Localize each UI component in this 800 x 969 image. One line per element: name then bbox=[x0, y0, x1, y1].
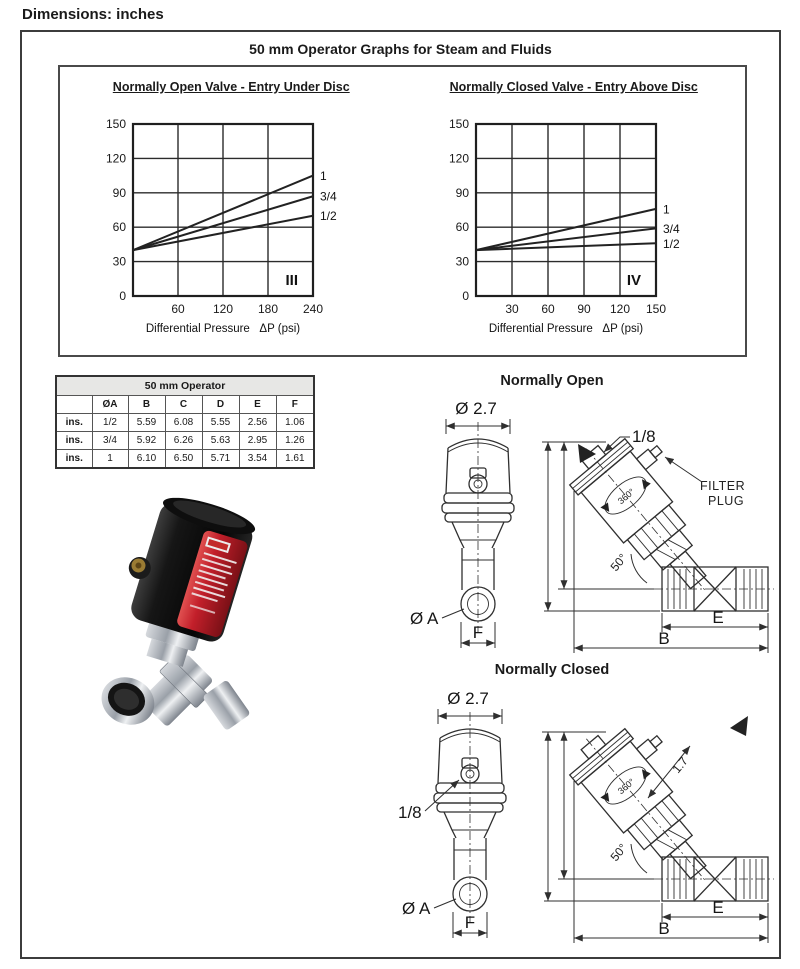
table-cell: 1.26 bbox=[276, 432, 314, 450]
table-cell: 6.50 bbox=[165, 450, 202, 469]
dim-label-diameter-2-7: Ø 2.7 bbox=[455, 399, 497, 418]
dim-label-b: B bbox=[658, 919, 670, 938]
x-tick-label: 120 bbox=[609, 302, 630, 316]
y-tick-label: 150 bbox=[448, 117, 469, 131]
series-label: 1 bbox=[662, 202, 670, 217]
dim-label-port-diameter: Ø A bbox=[402, 899, 431, 918]
photo-actuator bbox=[105, 492, 258, 675]
dim-label-f: F bbox=[472, 623, 484, 642]
table-header-row bbox=[56, 396, 314, 414]
table-cell: 3/4 bbox=[92, 432, 128, 450]
dim-label-e: E bbox=[712, 608, 724, 627]
dim-label-diameter-2-7: Ø 2.7 bbox=[447, 689, 489, 708]
y-tick-label: 0 bbox=[462, 289, 469, 303]
y-tick-label: 120 bbox=[448, 151, 469, 166]
table-cell: 2.95 bbox=[239, 432, 276, 450]
section-title-normally-open: Normally Open bbox=[500, 373, 604, 389]
dimensions-units-label: Dimensions: inches bbox=[22, 6, 164, 23]
drawing-normally-closed-side-view bbox=[532, 686, 776, 956]
page-title: 50 mm Operator Graphs for Steam and Fluids bbox=[249, 41, 552, 57]
graphs-panel bbox=[58, 65, 747, 357]
y-tick-label: 120 bbox=[106, 151, 127, 166]
pilot-port-label: 1/8 bbox=[398, 803, 422, 822]
y-tick-label: 0 bbox=[119, 289, 127, 303]
product-photo bbox=[74, 492, 314, 747]
dim-label-port-diameter: Ø A bbox=[410, 609, 439, 628]
rotation-label: 360° bbox=[615, 776, 637, 797]
dim-label-1-7: 1.7 bbox=[669, 754, 691, 776]
chart-badge: III bbox=[285, 272, 299, 289]
operator-table bbox=[55, 375, 315, 469]
series-label: 3/4 bbox=[320, 189, 337, 204]
pilot-port-label: 1/8 bbox=[632, 427, 656, 446]
series-label: 3/4 bbox=[662, 221, 680, 236]
rotation-label: 360° bbox=[615, 486, 637, 507]
valve-body bbox=[654, 567, 774, 611]
x-tick-label: 60 bbox=[541, 302, 555, 316]
table-cell: ins. bbox=[56, 432, 92, 450]
table-cell: 6.08 bbox=[165, 414, 202, 432]
chart-normally-closed bbox=[424, 112, 724, 340]
table-cell: 5.63 bbox=[202, 432, 239, 450]
x-tick-label: 180 bbox=[258, 302, 279, 316]
x-tick-label: 150 bbox=[645, 302, 666, 316]
table-title: 50 mm Operator bbox=[56, 376, 314, 396]
flow-entry-arrow bbox=[578, 444, 596, 463]
table-cell: 1 bbox=[92, 450, 128, 469]
y-tick-label: 90 bbox=[112, 185, 127, 200]
x-tick-label: 60 bbox=[171, 302, 185, 316]
filter-plug-label-line1: FILTER bbox=[700, 479, 746, 493]
filter-plug-label-line2: PLUG bbox=[708, 494, 745, 508]
table-cell: 5.55 bbox=[202, 414, 239, 432]
dim-label-b: B bbox=[658, 629, 670, 648]
section-title-normally-closed: Normally Closed bbox=[494, 662, 610, 678]
chart-block-normally-closed bbox=[403, 67, 746, 355]
x-tick-label: 240 bbox=[303, 302, 324, 316]
table-row bbox=[56, 450, 314, 469]
table-cell: 5.92 bbox=[128, 432, 165, 450]
table-cell: 6.10 bbox=[128, 450, 165, 469]
table-cell: 2.56 bbox=[239, 414, 276, 432]
table-cell: 5.59 bbox=[128, 414, 165, 432]
table-cell: ins. bbox=[56, 414, 92, 432]
column-header bbox=[56, 396, 92, 414]
x-tick-label: 90 bbox=[577, 302, 591, 316]
y-tick-label: 30 bbox=[455, 254, 469, 269]
drawing-normally-open-side-view bbox=[532, 396, 776, 666]
dim-label-e: E bbox=[712, 898, 724, 917]
angle-label: 50° bbox=[607, 551, 630, 574]
chart-title-normally-closed: Normally Closed Valve - Entry Above Disc bbox=[449, 80, 698, 94]
chart-block-normally-open bbox=[60, 67, 403, 355]
angle-label: 50° bbox=[607, 841, 630, 864]
dim-label-f: F bbox=[464, 913, 476, 932]
table-cell: 1.06 bbox=[276, 414, 314, 432]
operator-table-body bbox=[56, 376, 314, 468]
flow-entry-arrow bbox=[730, 716, 748, 736]
column-header: C bbox=[165, 396, 202, 414]
x-tick-label: 120 bbox=[213, 302, 234, 316]
chart-normally-open bbox=[81, 112, 381, 340]
column-header: B bbox=[128, 396, 165, 414]
x-axis-label: Differential Pressure ΔP (psi) bbox=[146, 323, 301, 335]
drawing-normally-open-front-view bbox=[406, 398, 536, 663]
table-row bbox=[56, 432, 314, 450]
table-row bbox=[56, 414, 314, 432]
table-cell: 6.26 bbox=[165, 432, 202, 450]
chart-title-normally-open: Normally Open Valve - Entry Under Disc bbox=[112, 80, 350, 94]
y-tick-label: 30 bbox=[112, 254, 127, 269]
chart-badge: IV bbox=[626, 272, 641, 289]
column-header: ØA bbox=[92, 396, 128, 414]
valve-body bbox=[654, 857, 774, 901]
table-cell: 1/2 bbox=[92, 414, 128, 432]
table-cell: 3.54 bbox=[239, 450, 276, 469]
drawing-normally-closed-front-view bbox=[398, 688, 528, 953]
table-cell: 5.71 bbox=[202, 450, 239, 469]
x-tick-label: 30 bbox=[505, 302, 519, 316]
content-frame bbox=[20, 30, 781, 959]
y-tick-label: 60 bbox=[455, 220, 469, 235]
series-label: 1 bbox=[320, 169, 327, 184]
table-cell: 1.61 bbox=[276, 450, 314, 469]
y-tick-label: 150 bbox=[106, 117, 127, 131]
photo-inlet-port bbox=[94, 669, 162, 733]
table-cell: ins. bbox=[56, 450, 92, 469]
y-tick-label: 90 bbox=[455, 185, 469, 200]
y-tick-label: 60 bbox=[112, 220, 127, 235]
column-header: D bbox=[202, 396, 239, 414]
column-header: E bbox=[239, 396, 276, 414]
series-label: 1/2 bbox=[320, 209, 337, 224]
series-label: 1/2 bbox=[662, 236, 680, 251]
column-header: F bbox=[276, 396, 314, 414]
plot-frame bbox=[476, 124, 656, 296]
x-axis-label: Differential Pressure ΔP (psi) bbox=[488, 323, 643, 335]
